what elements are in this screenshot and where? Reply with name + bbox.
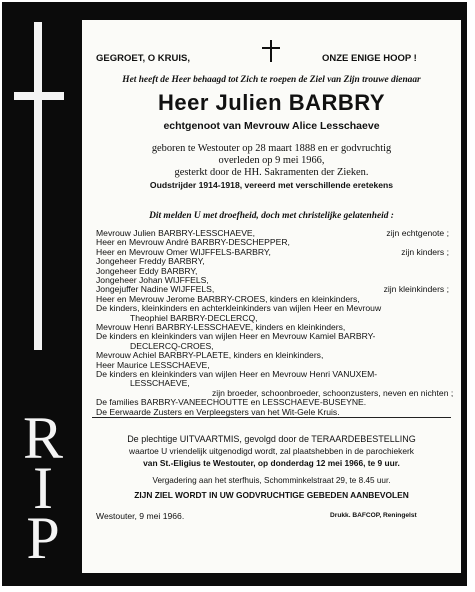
family-relation: zijn kleinkinders ; <box>383 284 449 295</box>
divider <box>92 417 451 418</box>
family-line: Jongeheer Eddy BARBRY, <box>96 265 198 276</box>
funeral-line-1: De plechtige UITVAARTMIS, gevolgd door de TERAARDEBESTELLING <box>127 434 416 444</box>
announce-line: Dit melden U met droefheid, doch met christelijke gelatenheid : <box>149 211 394 221</box>
family-line: Jongeheer Johan WIJFFELS, <box>96 275 209 285</box>
card-content <box>82 20 461 573</box>
family-line: Heer en Mevrouw Jerome BARBRY-CROES, kinders en kleinkinders, <box>96 293 360 304</box>
gather-line: Vergadering aan het sterfhuis, Schomminkelstraat 29, te 8.45 uur. <box>152 476 391 485</box>
sacraments-line: gesterkt door de HH. Sakramenten der Zieken. <box>174 167 369 178</box>
greeting-right: ONZE ENIGE HOOP ! <box>322 53 417 64</box>
rip-letter-r: R <box>22 405 64 471</box>
family-line: Mevrouw Achiel BARBRY-PLAETE, kinders en kleinkinders, <box>96 350 324 361</box>
small-cross-icon <box>270 40 272 62</box>
family-relation: zijn echtgenote ; <box>386 228 449 238</box>
family-line: Mevrouw Henri BARBRY-LESSCHAEVE, kinders en kleinkinders, <box>96 322 346 332</box>
family-line: De Eerwaarde Zusters en Verpleegsters van het Wit-Gele Kruis. <box>96 406 340 417</box>
family-line: Heer Maurice LESSCHAEVE, <box>96 359 210 370</box>
family-line: DECLERCQ-CROES, <box>130 340 214 351</box>
family-line: Heer en Mevrouw André BARBRY-DESCHEPPER, <box>96 237 290 248</box>
rip-letter-i: I <box>33 455 53 521</box>
family-line: De kinders, kleinkinders en achterkleinkinders van wijlen Heer en Mevrouw <box>96 303 382 314</box>
family-line: Jongeheer Freddy BARBRY, <box>96 256 205 267</box>
family-line: De kinders en kleinkinders van wijlen Heer en Mevrouw Henri VANUXEM- <box>96 369 378 379</box>
greeting-left: GEGROET, O KRUIS, <box>96 53 190 64</box>
funeral-line-3: van St.-Eligius te Westouter, op donderdag 12 mei 1966, te 9 uur. <box>143 458 400 468</box>
small-cross-icon-arm <box>262 47 280 49</box>
family-line: Mevrouw Julien BARBRY-LESSCHAEVE, <box>96 228 256 238</box>
rip-letter-p: P <box>26 505 60 571</box>
died-line: overleden op 9 mei 1966, <box>218 155 325 166</box>
large-cross-icon-arm <box>14 92 64 100</box>
printer-credit: Drukk. BAFCOP, Reningelst <box>330 512 417 519</box>
large-cross-icon <box>34 22 42 350</box>
family-line: zijn broeder, schoonbroeder, schoonzusters, neven en nichten ; <box>212 387 454 398</box>
intro-line: Het heeft de Heer behaagd tot Zich te roepen de Ziel van Zijn trouwe dienaar <box>122 75 421 85</box>
family-line: Heer en Mevrouw Omer WIJFFELS-BARBRY, <box>96 246 271 257</box>
family-line: LESSCHAEVE, <box>130 378 190 389</box>
family-line: De families BARBRY-VANEECHOUTTE en LESSCHAEVE-BUSEYNE. <box>96 397 367 408</box>
funeral-line-2: waartoe U vriendelijk uitgenodigd wordt, zal plaatshebben in de parochiekerk <box>129 446 414 456</box>
family-relation: zijn kinders ; <box>401 246 449 257</box>
spouse-line: echtgenoot van Mevrouw Alice Lesschaeve <box>163 120 380 132</box>
born-line: geboren te Westouter op 28 maart 1888 en er godvruchtig <box>151 143 392 154</box>
veteran-line: Oudstrijder 1914-1918, vereerd met verschillende eretekens <box>149 180 394 190</box>
family-line: Jongejuffer Nadine WIJFFELS, <box>96 284 215 295</box>
family-line: Theophiel BARBRY-DECLERCQ, <box>130 312 258 323</box>
prayer-line: ZIJN ZIEL WORDT IN UW GODVRUCHTIGE GEBEDEN AANBEVOLEN <box>134 490 409 500</box>
family-line: De kinders en kleinkinders van wijlen Heer en Mevrouw Kamiel BARBRY- <box>96 331 376 342</box>
place-date: Westouter, 9 mei 1966. <box>96 511 185 521</box>
deceased-name: Heer Julien BARBRY <box>157 90 385 115</box>
